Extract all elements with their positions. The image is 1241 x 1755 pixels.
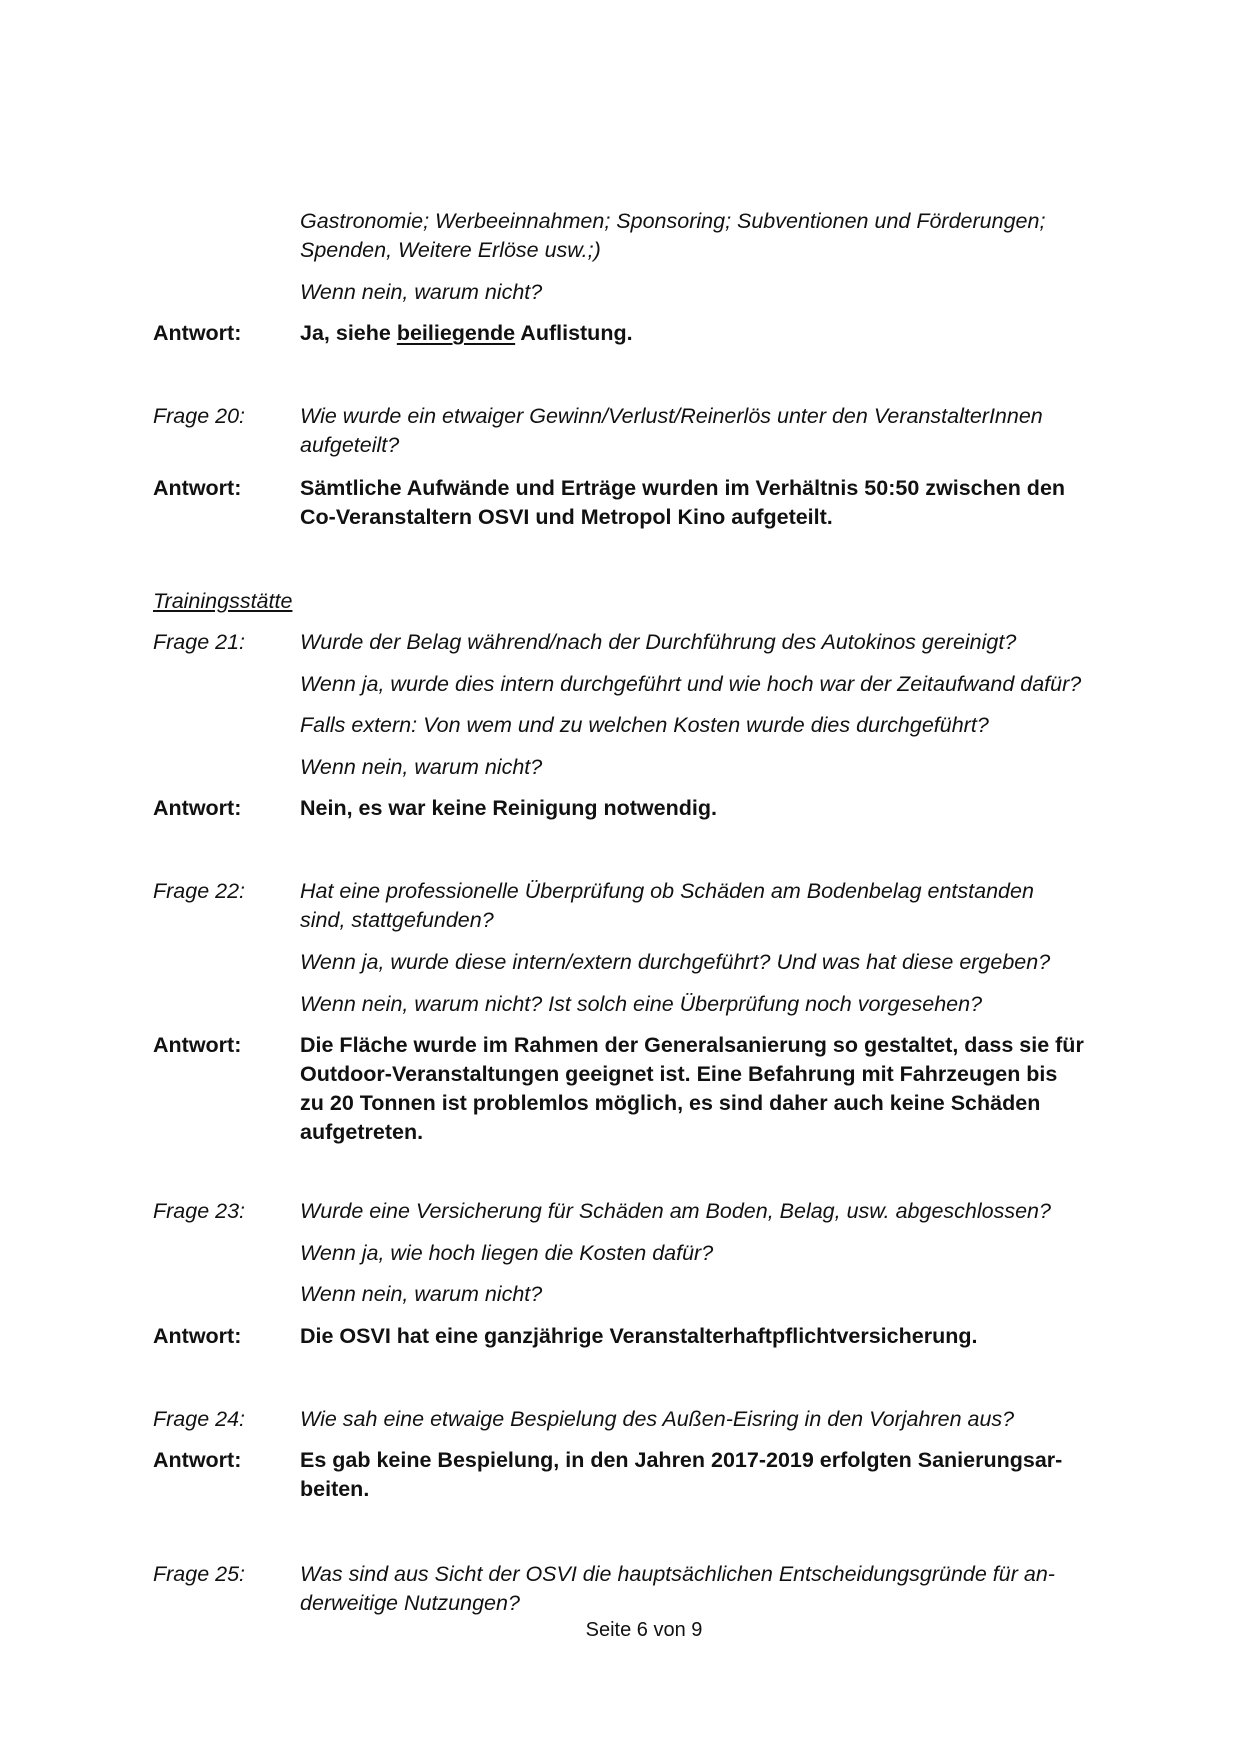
answer-23-text: Die OSVI hat eine ganzjährige Veranstalterhaftpflichtversicherung. (300, 1324, 978, 1348)
answer-22-line-3: zu 20 Tonnen ist problemlos möglich, es sind daher auch keine Schäden (300, 1091, 1041, 1115)
answer-20-line-1: Sämtliche Aufwände und Erträge wurden im Verhältnis 50:50 zwischen den (300, 476, 1066, 500)
answer-label: Antwort: (153, 796, 242, 820)
answer-22-line-4: aufgetreten. (300, 1120, 424, 1144)
question-20-label: Frage 20: (153, 404, 246, 428)
answer-19-before: Ja, siehe (300, 321, 397, 345)
intro-line-2: Spenden, Weitere Erlöse usw.;) (300, 238, 601, 262)
intro-line-1: Gastronomie; Werbeeinnahmen; Sponsoring; Subventionen und Förderungen; (300, 209, 1046, 233)
question-22-line-1: Hat eine professionelle Überprüfung ob Schäden am Bodenbelag entstanden (300, 879, 1034, 903)
question-25-line-1: Was sind aus Sicht der OSVI die hauptsächlichen Entscheidungsgründe für an- (300, 1562, 1055, 1586)
question-22-label: Frage 22: (153, 879, 246, 903)
answer-label: Antwort: (153, 1448, 242, 1472)
answer-22-line-1: Die Fläche wurde im Rahmen der Generalsanierung so gestaltet, dass sie für (300, 1033, 1084, 1057)
answer-19-underlined: beiliegende (396, 321, 516, 345)
page-number: Seite 6 von 9 (585, 1619, 703, 1641)
answer-22-line-2: Outdoor-Veranstaltungen geeignet ist. Eine Befahrung mit Fahrzeugen bis (300, 1062, 1058, 1086)
answer-label: Antwort: (153, 1324, 242, 1348)
answer-24-line-1: Es gab keine Bespielung, in den Jahren 2017-2019 erfolgten Sanierungsar- (300, 1448, 1063, 1472)
question-22-line-2: sind, stattgefunden? (300, 908, 494, 932)
answer-label: Antwort: (153, 1033, 242, 1057)
question-21-label: Frage 21: (153, 630, 246, 654)
question-25-line-2: derweitige Nutzungen? (300, 1591, 520, 1615)
answer-24-line-2: beiten. (300, 1477, 370, 1501)
question-21-line-1: Wurde der Belag während/nach der Durchführung des Autokinos gereinigt? (300, 630, 1017, 654)
answer-19-after: Auflistung. (515, 321, 633, 345)
section-title: Trainingsstätte (153, 589, 293, 613)
question-20-line-2: aufgeteilt? (300, 433, 400, 457)
answer-label: Antwort: (153, 321, 242, 345)
document-page: Gastronomie; Werbeeinnahmen; Sponsoring; Subventionen und Förderungen; Spenden, Weitere Erlöse usw.;) Wenn nein, warum nicht? Antwort: Ja, siehe beiliegende Auflistung. Frage 20: Wie wurde ein etwaiger Gewinn/Verlust/Reinerlös unter den VeranstalterInnen aufgeteilt? Antwort: Sämtliche Aufwände und Erträge wurden im Verhältnis 50:50 zwischen den Co-Veranstaltern OSVI und Metropol Kino aufgeteilt. Trainingsstätte Frage 21: Wurde der Belag während/nach der Durchführung des Autokinos gereinigt? Wenn ja, wurde dies intern durchgeführt und wie hoch war der Zeitaufwand dafür? Falls extern: Von wem und zu welchen Kosten wurde dies durchgeführt? Wenn nein, warum nicht? Antwort: Nein, es war keine Reinigung notwendig. Frage 22: Hat eine professionelle Überprüfung ob Schäden am Bodenbelag entstanden sind, stattgefunden? Wenn ja, wurde diese intern/extern durchgeführt? Und was hat diese ergeben? Wenn nein, warum nicht? Ist solch eine Überprüfung noch vorgesehen? Antwort: Die Fläche wurde im Rahmen der Generalsanierung so gestaltet, dass sie für Outdoor-Veranstaltungen geeignet ist. Eine Befahrung mit Fahrzeugen bis zu 20 Tonnen ist problemlos möglich, es sind daher auch keine Schäden aufgetreten. Frage 23: Wurde eine Versicherung für Schäden am Boden, Belag, usw. abgeschlossen? Wenn ja, wie hoch liegen die Kosten dafür? Wenn nein, warum nicht? Antwort: Die OSVI hat eine ganzjährige Veranstalterhaftpflichtversicherung. Frage 24: Wie sah eine etwaige Bespielung des Außen-Eisring in den Vorjahren aus? Antwort: Es gab keine Bespielung, in den Jahren 2017-2019 erfolgten Sanierungsar- beiten. Frage 25: Was sind aus Sicht der OSVI die hauptsächlichen Entscheidungsgründe für an- derweitige Nutzungen? Seite 6 von 9 (0, 0, 1241, 1755)
question-23-label: Frage 23: (153, 1199, 246, 1223)
question-25-label: Frage 25: (153, 1562, 246, 1586)
question-20-line-1: Wie wurde ein etwaiger Gewinn/Verlust/Reinerlös unter den VeranstalterInnen (300, 404, 1043, 428)
answer-label: Antwort: (153, 476, 242, 500)
question-23-line-1: Wurde eine Versicherung für Schäden am Boden, Belag, usw. abgeschlossen? (300, 1199, 1051, 1223)
answer-21-text: Nein, es war keine Reinigung notwendig. (300, 796, 717, 820)
answer-20-line-2: Co-Veranstaltern OSVI und Metropol Kino aufgeteilt. (300, 505, 833, 529)
question-24-label: Frage 24: (153, 1407, 246, 1431)
question-24-line-1: Wie sah eine etwaige Bespielung des Außen-Eisring in den Vorjahren aus? (300, 1407, 1015, 1431)
